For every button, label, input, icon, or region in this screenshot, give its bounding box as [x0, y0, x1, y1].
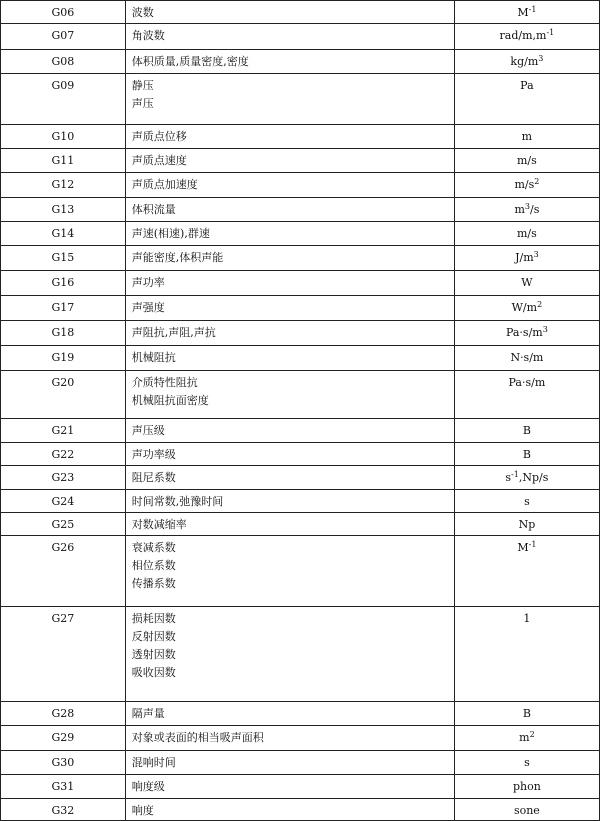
unit-exponent: 2 [537, 300, 543, 309]
name-cell [125, 607, 454, 702]
unit-symbol: N·s/m [510, 351, 544, 364]
name-cell [125, 246, 454, 271]
code-cell: G26 [1, 536, 126, 607]
unit-cell [454, 371, 599, 419]
unit-cell [454, 173, 599, 198]
table-row [1, 443, 600, 466]
unit-exponent: -1 [528, 540, 537, 549]
unit-symbol: B [522, 424, 531, 437]
unit-cell [454, 607, 599, 702]
unit-cell [454, 536, 599, 607]
quantity-name: 对数减缩率 [131, 518, 187, 531]
name-cell [125, 490, 454, 513]
name-cell [125, 346, 454, 371]
unit-symbol: kg/m [510, 55, 539, 68]
table-row [1, 125, 600, 149]
quantity-name: 声质点速度 [131, 154, 187, 167]
unit-exponent: 2 [534, 177, 540, 186]
unit-symbol: J/m [515, 251, 534, 264]
unit-exponent: -1 [511, 470, 519, 479]
unit-cell [454, 198, 599, 222]
code-cell: G17 [1, 296, 126, 321]
unit-symbol: s [524, 756, 530, 769]
code-cell: G19 [1, 346, 126, 371]
quantity-name: 响度 [131, 804, 154, 817]
unit-cell [454, 24, 599, 50]
name-cell [125, 222, 454, 246]
name-cell [125, 466, 454, 490]
unit-cell [454, 246, 599, 271]
table-row [1, 775, 600, 799]
table-row [1, 702, 600, 726]
table-row [1, 536, 600, 607]
unit-exponent: -1 [528, 5, 537, 14]
name-cell [125, 751, 454, 775]
unit-cell [454, 726, 599, 751]
quantity-name: 静压 [131, 79, 154, 92]
quantity-name: 透射因数 [131, 648, 176, 661]
quantity-name: 时间常数,弛豫时间 [131, 495, 224, 508]
name-cell [125, 799, 454, 821]
code-cell: G16 [1, 271, 126, 296]
code-cell: G10 [1, 125, 126, 149]
name-cell [125, 726, 454, 751]
code-cell: G23 [1, 466, 126, 490]
unit-symbol: m [519, 731, 530, 744]
unit-symbol: W [521, 276, 533, 289]
unit-cell [454, 466, 599, 490]
quantity-name: 声功率 [131, 276, 165, 289]
name-cell [125, 702, 454, 726]
quantity-name: 波数 [131, 6, 154, 19]
quantity-name: 机械阻抗 [131, 351, 176, 364]
unit-symbol: W/m [511, 301, 538, 314]
name-cell [125, 536, 454, 607]
name-cell [125, 74, 454, 125]
unit-cell [454, 443, 599, 466]
quantity-name: 隔声量 [131, 707, 165, 720]
code-cell: G30 [1, 751, 126, 775]
unit-symbol: Pa·s/m [508, 376, 546, 389]
name-cell [125, 296, 454, 321]
code-cell: G20 [1, 371, 126, 419]
table-row [1, 173, 600, 198]
quantity-name: 传播系数 [131, 577, 176, 590]
table-row [1, 321, 600, 346]
table-row [1, 371, 600, 419]
code-cell: G21 [1, 419, 126, 443]
table-row [1, 346, 600, 371]
unit-symbol: m [514, 203, 525, 216]
unit-symbol: s [505, 471, 512, 484]
code-cell: G14 [1, 222, 126, 246]
table-row [1, 1, 600, 24]
quantity-name: 体积质量,质量密度,密度 [131, 55, 249, 68]
quantity-name: 声质点位移 [131, 130, 187, 143]
table-row [1, 296, 600, 321]
code-cell: G32 [1, 799, 126, 821]
unit-symbol: B [522, 707, 531, 720]
unit-symbol: m/s [514, 178, 535, 191]
name-cell [125, 321, 454, 346]
quantity-name: 阻尼系数 [131, 471, 176, 484]
name-cell [125, 173, 454, 198]
quantity-name: 响度级 [131, 780, 165, 793]
unit-symbol: rad/m,m [499, 29, 547, 42]
unit-exponent: 3 [538, 54, 544, 63]
table-row [1, 751, 600, 775]
unit-symbol: sone [513, 804, 540, 817]
code-cell: G22 [1, 443, 126, 466]
unit-cell [454, 321, 599, 346]
code-cell: G28 [1, 702, 126, 726]
quantity-name: 声强度 [131, 301, 165, 314]
quantity-name: 角波数 [131, 29, 165, 42]
code-cell: G06 [1, 1, 126, 24]
table-row [1, 490, 600, 513]
unit-symbol: Pa [520, 79, 534, 92]
name-cell [125, 775, 454, 799]
unit-exponent: 2 [529, 730, 535, 739]
table-row [1, 271, 600, 296]
name-cell [125, 198, 454, 222]
quantity-name: 声压 [131, 97, 154, 110]
code-cell: G11 [1, 149, 126, 173]
name-cell [125, 443, 454, 466]
unit-symbol: B [522, 448, 531, 461]
quantity-name: 反射因数 [131, 630, 176, 643]
name-cell [125, 271, 454, 296]
code-cell: G24 [1, 490, 126, 513]
name-cell [125, 149, 454, 173]
table-row [1, 419, 600, 443]
unit-symbol: phon [512, 780, 541, 793]
unit-cell [454, 296, 599, 321]
table-row [1, 50, 600, 74]
unit-cell [454, 799, 599, 821]
table-row [1, 149, 600, 173]
table-row [1, 607, 600, 702]
quantity-name: 吸收因数 [131, 666, 176, 679]
unit-symbol: Np [518, 518, 536, 531]
table-row [1, 726, 600, 751]
code-cell: G07 [1, 24, 126, 50]
unit-cell [454, 74, 599, 125]
quantity-name: 混响时间 [131, 756, 176, 769]
unit-cell [454, 346, 599, 371]
code-cell: G31 [1, 775, 126, 799]
unit-symbol: s [524, 495, 530, 508]
code-cell: G18 [1, 321, 126, 346]
quantity-name: 衰减系数 [131, 541, 176, 554]
quantity-name: 损耗因数 [131, 612, 176, 625]
unit-exponent: 3 [533, 250, 539, 259]
quantity-name: 对象或表面的相当吸声面积 [131, 731, 264, 744]
unit-cell [454, 751, 599, 775]
quantity-name: 介质特性阻抗 [131, 376, 198, 389]
name-cell [125, 1, 454, 24]
unit-cell [454, 271, 599, 296]
quantity-name: 声速(相速),群速 [131, 227, 210, 240]
unit-symbol: M [517, 541, 529, 554]
name-cell [125, 50, 454, 74]
unit-symbol: M [517, 6, 529, 19]
quantity-name: 声质点加速度 [131, 178, 198, 191]
code-cell: G27 [1, 607, 126, 702]
table-row [1, 246, 600, 271]
quantity-name: 声阻抗,声阻,声抗 [131, 326, 216, 339]
unit-symbol: m [521, 130, 533, 143]
table-row [1, 799, 600, 821]
unit-cell [454, 775, 599, 799]
unit-symbol: 1 [523, 612, 531, 625]
quantity-name: 声压级 [131, 424, 165, 437]
unit-symbol: Pa·s/m [505, 326, 543, 339]
quantity-name: 声能密度,体积声能 [131, 251, 224, 264]
unit-exponent: 3 [542, 325, 548, 334]
unit-exponent: -1 [546, 28, 555, 37]
unit-cell [454, 419, 599, 443]
code-cell: G13 [1, 198, 126, 222]
quantity-name: 体积流量 [131, 203, 176, 216]
table-row [1, 466, 600, 490]
quantity-name: 相位系数 [131, 559, 176, 572]
unit-suffix: ,Np/s [518, 471, 549, 484]
name-cell [125, 24, 454, 50]
table-row [1, 24, 600, 50]
unit-cell [454, 490, 599, 513]
code-cell: G15 [1, 246, 126, 271]
unit-cell [454, 149, 599, 173]
unit-cell [454, 1, 599, 24]
code-cell: G25 [1, 513, 126, 536]
unit-symbol: m/s [517, 227, 537, 240]
table-row [1, 198, 600, 222]
name-cell [125, 419, 454, 443]
name-cell [125, 371, 454, 419]
code-cell: G29 [1, 726, 126, 751]
table-row [1, 513, 600, 536]
code-cell: G08 [1, 50, 126, 74]
name-cell [125, 513, 454, 536]
unit-exponent: 3 [524, 202, 530, 211]
unit-cell [454, 125, 599, 149]
table-body [1, 1, 600, 821]
quantity-name: 声功率级 [131, 448, 176, 461]
unit-cell [454, 513, 599, 536]
table-row [1, 222, 600, 246]
unit-suffix: /s [529, 203, 540, 216]
quantity-name: 机械阻抗面密度 [131, 394, 209, 407]
code-cell: G09 [1, 74, 126, 125]
code-cell: G12 [1, 173, 126, 198]
name-cell [125, 125, 454, 149]
unit-cell [454, 702, 599, 726]
table-row [1, 74, 600, 125]
unit-cell [454, 222, 599, 246]
unit-symbol: m/s [517, 154, 537, 167]
unit-cell [454, 50, 599, 74]
